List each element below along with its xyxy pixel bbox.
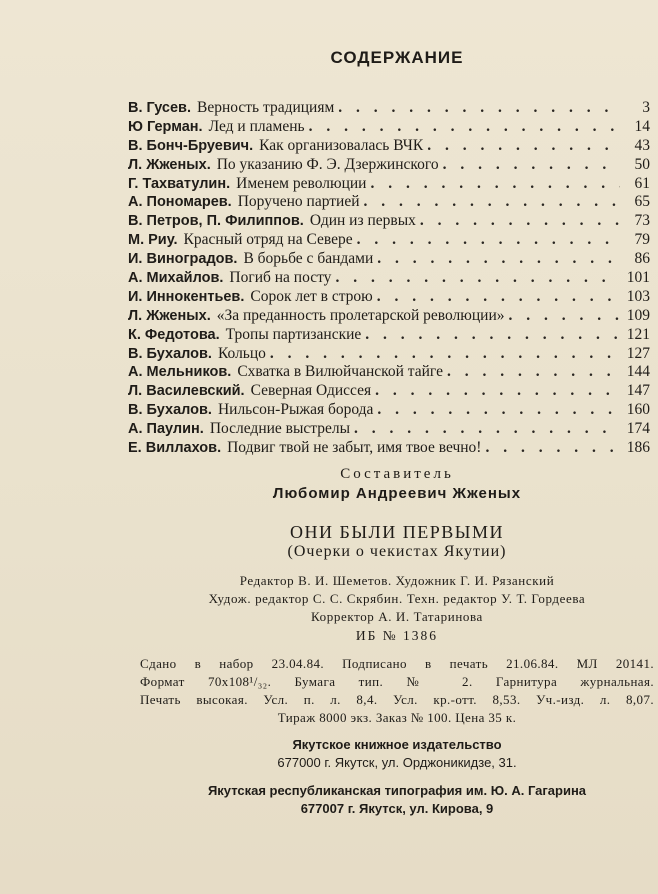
- toc-entry: [128, 269, 650, 288]
- toc-page-number: 147: [626, 382, 650, 400]
- toc-title: Один из первых: [309, 212, 416, 230]
- printer-name: Якутская республиканская типография им. Ю. А. Гагарина: [207, 783, 587, 798]
- compiler-name: Любомир Андреевич Жженых: [272, 485, 522, 502]
- toc-author: И. Иннокентьев.: [128, 288, 245, 305]
- toc-entry: [128, 118, 650, 137]
- toc-author: Ю Герман.: [128, 118, 203, 135]
- toc-leader-dots: [338, 99, 620, 118]
- toc-entry: [128, 401, 650, 420]
- toc-title: Красный отряд на Севере: [183, 231, 353, 249]
- credits-line: Редактор В. И. Шеметов. Художник Г. И. Рязанский: [239, 573, 555, 588]
- toc-author: М. Риу.: [128, 232, 178, 249]
- publisher-block: [0, 736, 658, 772]
- toc-leader-dots: [377, 288, 620, 307]
- toc-entry: [128, 231, 650, 250]
- toc-author: В. Петров, П. Филиппов.: [128, 213, 304, 230]
- toc-entry: [128, 382, 650, 401]
- toc-title: Верность традициям: [196, 99, 335, 116]
- toc-title: В борьбе с бандами: [243, 250, 374, 268]
- toc-leader-dots: [357, 231, 620, 250]
- toc-page-number: 160: [626, 401, 650, 419]
- toc-leader-dots: [375, 382, 620, 401]
- toc-page-number: 50: [634, 155, 650, 173]
- toc-leader-dots: [443, 156, 620, 175]
- toc-author: А. Мельников.: [128, 364, 232, 381]
- toc-author: К. Федотова.: [128, 326, 220, 343]
- ib-number: ИБ № 1386: [355, 628, 439, 643]
- toc-title: Тропы партизанские: [225, 325, 362, 343]
- toc-title: Последние выстрелы: [209, 420, 351, 438]
- imprint-line: Тираж 8000 экз. Заказ № 100. Цена 35 к.: [277, 710, 517, 725]
- credits-line: Корректор А. И. Татаринова: [311, 609, 483, 624]
- toc-leader-dots: [370, 175, 620, 194]
- toc-leader-dots: [377, 250, 620, 269]
- toc-entry: [128, 99, 650, 118]
- toc-title: Подвиг твой не забыт, имя твое вечно!: [227, 439, 482, 457]
- toc-entry: [128, 137, 650, 156]
- toc-entry: [128, 307, 650, 326]
- toc-author: В. Бонч-Бруевич.: [128, 137, 254, 154]
- imprint-line: Сдано в набор 23.04.84. Подписано в печать 21.06.84. МЛ 20141.: [140, 656, 654, 671]
- toc-leader-dots: [354, 420, 620, 439]
- publisher-name: Якутское книжное издательство: [292, 737, 502, 752]
- toc-author: А. Михайлов.: [128, 270, 224, 287]
- toc-page-number: 127: [626, 344, 650, 362]
- toc-leader-dots: [420, 212, 620, 231]
- toc-leader-dots: [427, 137, 620, 156]
- publisher-address: 677000 г. Якутск, ул. Орджоникидзе, 31.: [277, 755, 517, 770]
- toc-entry: [128, 345, 650, 364]
- toc-entry: [128, 288, 650, 307]
- toc-leader-dots: [485, 439, 620, 458]
- toc-page-number: 61: [634, 174, 650, 192]
- toc-page-number: 14: [634, 117, 650, 135]
- toc-title: Лед и пламень: [208, 117, 305, 135]
- credits-block: [0, 572, 658, 626]
- toc-leader-dots: [364, 193, 620, 212]
- toc-leader-dots: [377, 401, 620, 420]
- toc-title: Нильсон-Рыжая борода: [217, 401, 374, 419]
- toc-page-number: 101: [626, 269, 650, 287]
- toc-author: Л. Жженых.: [128, 307, 211, 324]
- toc-page-number: 103: [626, 287, 650, 305]
- book-subtitle: (Очерки о чекистах Якутии): [287, 543, 507, 560]
- toc-page-number: 3: [642, 99, 650, 116]
- toc-author: В. Гусев.: [128, 100, 191, 116]
- toc-page-number: 79: [634, 231, 650, 249]
- toc-entry: [128, 156, 650, 175]
- toc-leader-dots: [270, 345, 620, 364]
- toc-title: Сорок лет в строю: [250, 287, 373, 305]
- toc-author: Л. Василевский.: [128, 383, 245, 400]
- toc-title: По указанию Ф. Э. Дзержинского: [216, 155, 439, 173]
- toc-title: Именем революции: [236, 174, 367, 192]
- printer-block: [0, 782, 658, 818]
- toc-entry: [128, 420, 650, 439]
- toc-leader-dots: [365, 326, 620, 345]
- table-of-contents: [128, 99, 650, 458]
- toc-page-number: 186: [626, 439, 650, 457]
- toc-page-number: 43: [634, 136, 650, 154]
- toc-page-number: 109: [626, 306, 650, 324]
- toc-entry: [128, 439, 650, 458]
- toc-page-number: 86: [634, 250, 650, 268]
- toc-entry: [128, 193, 650, 212]
- toc-author: В. Бухалов.: [128, 345, 212, 362]
- imprint-line: Формат 70x108¹/₃₂. Бумага тип. № 2. Гарнитура журнальная.: [140, 674, 654, 689]
- toc-leader-dots: [335, 269, 620, 288]
- toc-leader-dots: [447, 363, 620, 382]
- printer-address: 677007 г. Якутск, ул. Кирова, 9: [300, 801, 494, 816]
- toc-page-number: 121: [626, 325, 650, 343]
- toc-entry: [128, 175, 650, 194]
- toc-author: А. Пономарев.: [128, 194, 232, 211]
- toc-entry: [128, 363, 650, 382]
- toc-page-number: 144: [626, 363, 650, 381]
- toc-author: В. Бухалов.: [128, 402, 212, 419]
- credits-line: Худож. редактор С. С. Скрябин. Техн. редактор У. Т. Гордеева: [208, 591, 586, 606]
- contents-heading: СОДЕРЖАНИЕ: [330, 48, 464, 67]
- toc-entry: [128, 250, 650, 269]
- toc-author: Г. Тахватулин.: [128, 175, 231, 192]
- toc-entry: [128, 326, 650, 345]
- toc-title: «За преданность пролетарской революции»: [216, 306, 505, 324]
- toc-title: Кольцо: [217, 344, 266, 362]
- toc-leader-dots: [509, 307, 621, 326]
- toc-page-number: 174: [626, 420, 650, 438]
- toc-author: Е. Виллахов.: [128, 440, 222, 457]
- toc-entry: [128, 212, 650, 231]
- toc-page-number: 65: [634, 193, 650, 211]
- toc-title: Северная Одиссея: [250, 382, 372, 400]
- toc-title: Поручено партией: [237, 193, 360, 211]
- toc-title: Как организовалась ВЧК: [259, 136, 424, 154]
- toc-author: Л. Жженых.: [128, 156, 211, 173]
- imprint-block: [140, 655, 654, 727]
- toc-leader-dots: [309, 118, 620, 137]
- toc-title: Схватка в Вилюйчанской тайге: [237, 363, 443, 381]
- book-title: ОНИ БЫЛИ ПЕРВЫМИ: [290, 522, 504, 542]
- toc-title: Погиб на посту: [229, 269, 332, 287]
- toc-author: И. Виноградов.: [128, 251, 238, 268]
- toc-page-number: 73: [634, 212, 650, 230]
- toc-author: А. Паулин.: [128, 421, 204, 438]
- compiler-label: Составитель: [340, 466, 454, 482]
- imprint-line: Печать высокая. Усл. п. л. 8,4. Усл. кр.-отт. 8,53. Уч.-изд. л. 8,07.: [140, 692, 654, 707]
